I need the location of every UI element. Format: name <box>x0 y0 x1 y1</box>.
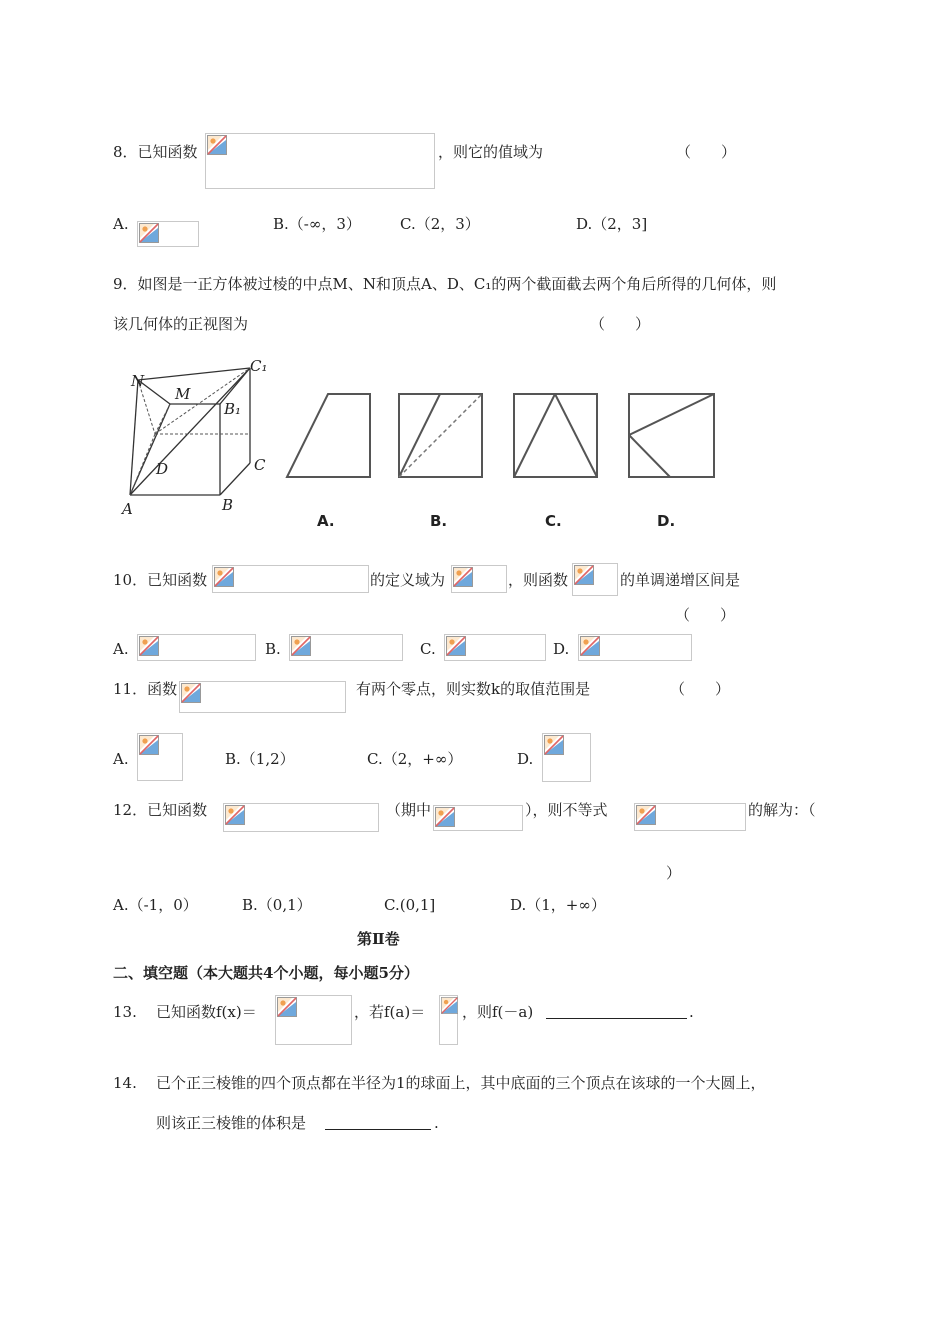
q9-answer-paren: （ ） <box>590 315 651 333</box>
q12-function-image <box>223 803 379 832</box>
q10-option-a-image <box>137 634 256 661</box>
broken-image-icon <box>446 636 466 656</box>
section-title: 第Ⅱ卷 <box>357 930 400 948</box>
section-heading: 二、填空题（本大题共4个小题，每小题5分） <box>113 964 419 982</box>
broken-image-icon <box>441 997 458 1014</box>
q13-answer-blank[interactable] <box>546 1004 687 1019</box>
q10-function2-image <box>572 563 618 596</box>
cube-label-c: C <box>254 456 266 474</box>
q10-option-c-label: C. <box>420 640 436 658</box>
cube-label-d: D <box>156 460 169 478</box>
broken-image-icon <box>214 567 234 587</box>
q12-option-c: C.(0,1] <box>384 896 436 914</box>
q9-option-b-label: B. <box>430 512 448 530</box>
q8-formula-image <box>205 133 435 189</box>
q10-stem-mid-2: ，则函数 <box>508 571 569 589</box>
q9-option-c-view <box>512 392 602 482</box>
broken-image-icon <box>291 636 311 656</box>
cube-label-m: M <box>175 385 191 403</box>
q9-option-d-label: D. <box>657 512 676 530</box>
broken-image-icon <box>435 807 455 827</box>
q10-option-d-image <box>578 634 692 661</box>
broken-image-icon <box>225 805 245 825</box>
q10-answer-paren: （ ） <box>675 606 736 624</box>
q10-domain-image <box>451 565 507 593</box>
broken-image-icon <box>207 135 227 155</box>
q11-option-b: B.（1,2） <box>225 750 295 768</box>
q12-condition-image <box>433 805 523 831</box>
q11-function-image <box>179 681 346 713</box>
cube-label-a: A <box>122 500 133 518</box>
q10-option-c-image <box>444 634 546 661</box>
q8-option-c: C.（2，3） <box>400 215 480 233</box>
broken-image-icon <box>181 683 201 703</box>
q12-option-d: D.（1，+∞） <box>510 896 606 914</box>
cube-label-n: N <box>131 372 145 390</box>
q12-stem-pre: 12．已知函数 <box>113 801 208 819</box>
q12-paren-close: ） <box>666 864 682 882</box>
q13-value-image <box>439 995 458 1045</box>
q11-option-c: C.（2，+∞） <box>367 750 463 768</box>
broken-image-icon <box>139 636 159 656</box>
q9-option-a-view <box>285 392 375 482</box>
q11-option-d-image <box>542 733 591 782</box>
broken-image-icon <box>139 223 159 243</box>
q8-option-a-label: A. <box>113 215 129 233</box>
q13-stem-pre: 已知函数f(x)＝ <box>156 1003 257 1021</box>
q13-end: . <box>689 1003 694 1021</box>
q14-stem-line-1: 已个正三棱锥的四个顶点都在半径为1的球面上，其中底面的三个顶点在该球的一个大圆上， <box>156 1074 766 1092</box>
q12-stem-post: 的解为：（ <box>748 801 816 819</box>
q10-option-b-image <box>289 634 403 661</box>
q8-option-a-image <box>137 221 199 247</box>
broken-image-icon <box>453 567 473 587</box>
q12-option-a: A.（-1，0） <box>113 896 198 914</box>
q9-option-d-view <box>627 392 717 482</box>
q11-option-d-label: D. <box>517 750 534 768</box>
cube-label-b1: B₁ <box>224 400 242 418</box>
q10-stem-mid-1: 的定义域为 <box>370 571 446 589</box>
q12-option-b: B.（0,1） <box>242 896 312 914</box>
broken-image-icon <box>544 735 564 755</box>
q8-stem-post: ，则它的值域为 <box>438 143 544 161</box>
q11-option-a-image <box>137 733 183 781</box>
q8-option-b: B.（-∞，3） <box>273 215 361 233</box>
q9-option-c-label: C. <box>545 512 562 530</box>
q12-stem-mid-2: ），则不等式 <box>525 801 608 819</box>
q9-stem-line-2: 该几何体的正视图为 <box>113 315 249 333</box>
cube-label-b: B <box>222 496 234 514</box>
q10-option-b-label: B. <box>265 640 281 658</box>
q11-stem-pre: 11．函数 <box>113 680 178 698</box>
q8-answer-paren: （ ） <box>676 143 737 161</box>
broken-image-icon <box>574 565 594 585</box>
q10-option-a-label: A. <box>113 640 129 658</box>
broken-image-icon <box>580 636 600 656</box>
q14-answer-blank[interactable] <box>325 1115 431 1130</box>
q9-option-a-label: A. <box>317 512 335 530</box>
broken-image-icon <box>277 997 297 1017</box>
q14-number: 14. <box>113 1074 137 1092</box>
q9-option-b-view <box>397 392 487 482</box>
cube-label-c1: C₁ <box>250 357 268 375</box>
q10-stem-pre: 10．已知函数 <box>113 571 208 589</box>
q11-stem-post: 有两个零点，则实数k的取值范围是 <box>356 680 591 698</box>
q12-inequality-image <box>634 803 746 831</box>
q13-number: 13. <box>113 1003 137 1021</box>
broken-image-icon <box>139 735 159 755</box>
q11-option-a-label: A. <box>113 750 129 768</box>
broken-image-icon <box>636 805 656 825</box>
q10-option-d-label: D. <box>553 640 570 658</box>
q10-function-image <box>212 565 369 593</box>
q8-stem-pre: 8．已知函数 <box>113 143 198 161</box>
q14-stem-line-2: 则该正三棱锥的体积是 <box>156 1114 307 1132</box>
q13-function-image <box>275 995 352 1045</box>
q9-stem-line-1: 9．如图是一正方体被过棱的中点M、N和顶点A、D、C₁的两个截面截去两个角后所得的几何体，则 <box>113 275 777 293</box>
q13-stem-mid: ，若f(a)＝ <box>354 1003 426 1021</box>
q11-answer-paren: （ ） <box>670 680 731 698</box>
q12-stem-mid-1: （期中 <box>386 801 432 819</box>
q10-stem-post: 的单调递增区间是 <box>620 571 741 589</box>
q14-end: . <box>434 1114 439 1132</box>
q8-option-d: D.（2，3] <box>576 215 648 233</box>
q13-stem-post: ，则f(－a) <box>462 1003 534 1021</box>
